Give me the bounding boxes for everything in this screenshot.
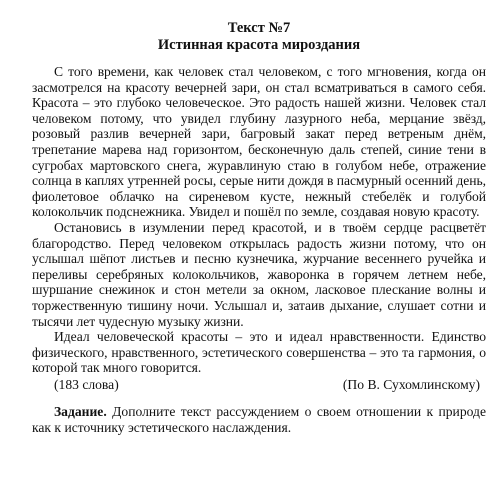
paragraph-3: Идеал человеческой красоты – это и идеал нравственности. Единство физического, нравственного, эстетического совершенства – это та гармония, о которой так много говорится. (32, 329, 486, 376)
task-label: Задание. (54, 404, 107, 420)
paragraph-1: С того времени, как человек стал человеком, с того мгновения, когда он засмотрелся на красоту вечерней зари, он стал всматриваться в самого себя. Красота – это глубоко человеческое. Это радость нашей жизни. Человек стал человеком потому, что увидел глубину лазурного неба, мерцание звёзд, розовый разлив вечерней зари, багровый закат перед ветреным днём, трепетание марева над горизонтом, бесконечную даль степей, синие тени в сугробах мартовского снега, журавлиную стаю в голубом небе, отражение солнца в каплях утренней росы, серые нити дождя в пасмурный осенний день, фиолетовое облачко на сиреневом кусте, нежный стебелёк и голубой колокольчик подснежника. Увидел и пошёл по земле, создавая новую красоту. (32, 64, 486, 220)
word-count: (183 слова) (54, 376, 119, 392)
task-text: Дополните текст рассуждением о своем отношении к природе как к источнику эстетического наслаждения. (32, 404, 486, 436)
task-block (32, 404, 486, 435)
text-title: Истинная красота мироздания (157, 37, 361, 53)
attribution: (По В. Сухомлинскому) (342, 376, 480, 392)
paragraph-2: Остановись в изумлении перед красотой, и в твоём сердце расцветёт благородство. Перед человеком открылась радость жизни потому, что он услышал шёпот листьев и песню кузнечика, журчание весеннего ручейка и переливы серебряных колокольчиков, жаворонка в горячем летнем небе, шуршание снежинок и стон метели за окном, ласковое плескание волны и торжественную тишину ночи. Услышал и, затаив дыхание, слушает сотни и тысячи лет чудесную музыку жизни. (32, 219, 486, 329)
text-number: Текст №7 (227, 20, 291, 36)
document-page (32, 20, 486, 436)
text-footer (32, 377, 486, 393)
